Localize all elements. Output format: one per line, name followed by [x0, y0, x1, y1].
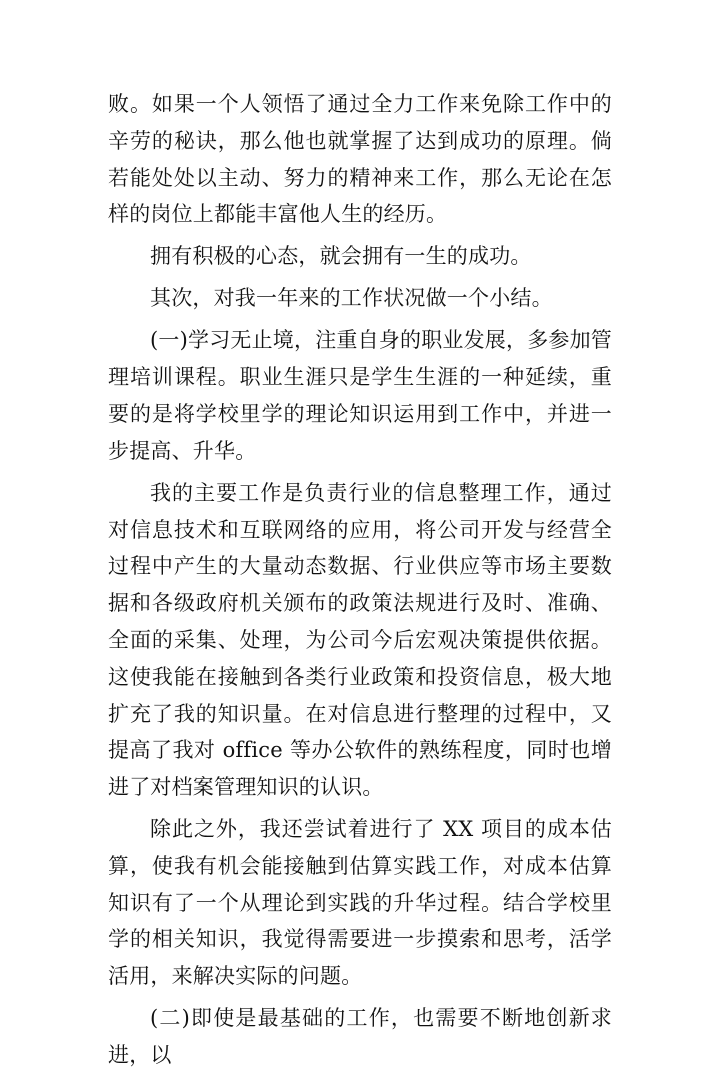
paragraph-4: (一)学习无止境，注重自身的职业发展，多参加管理培训课程。职业生涯只是学生生涯的一种延续，重要的是将学校里学的理论知识运用到工作中，并进一步提高、升华。 — [108, 328, 612, 463]
document-body — [108, 86, 612, 1079]
paragraph-6: 除此之外，我还尝试着进行了 XX 项目的成本估算，使我有机会能接触到估算实践工作，对成本估算知识有了一个从理论到实践的升华过程。结合学校里学的相关知识，我觉得需要进一步摸索和思考，活学活用，来解决实际的问题。 — [108, 817, 612, 989]
paragraph-2: 拥有积极的心态，就会拥有一生的成功。 — [150, 244, 532, 269]
paragraph-1: 败。如果一个人领悟了通过全力工作来免除工作中的辛劳的秘诀，那么他也就掌握了达到成功的原理。倘若能处处以主动、努力的精神来工作，那么无论在怎样的岗位上都能丰富他人生的经历。 — [108, 92, 612, 227]
paragraph-7: (二)即使是最基础的工作，也需要不断地创新求进，以 — [108, 1006, 612, 1068]
paragraph-3: 其次，对我一年来的工作状况做一个小结。 — [150, 286, 553, 311]
paragraph-5: 我的主要工作是负责行业的信息整理工作，通过对信息技术和互联网络的应用，将公司开发与经营全过程中产生的大量动态数据、行业供应等市场主要数据和各级政府机关颁布的政策法规进行及时、准确、全面的采集、处理，为公司今后宏观决策提供依据。这使我能在接触到各类行业政策和投资信息，极大地扩充了我的知识量。在对信息进行整理的过程中，又提高了我对 office 等办公软件的熟练程度，同时也增进了对档案管理知识的认识。 — [108, 480, 612, 800]
